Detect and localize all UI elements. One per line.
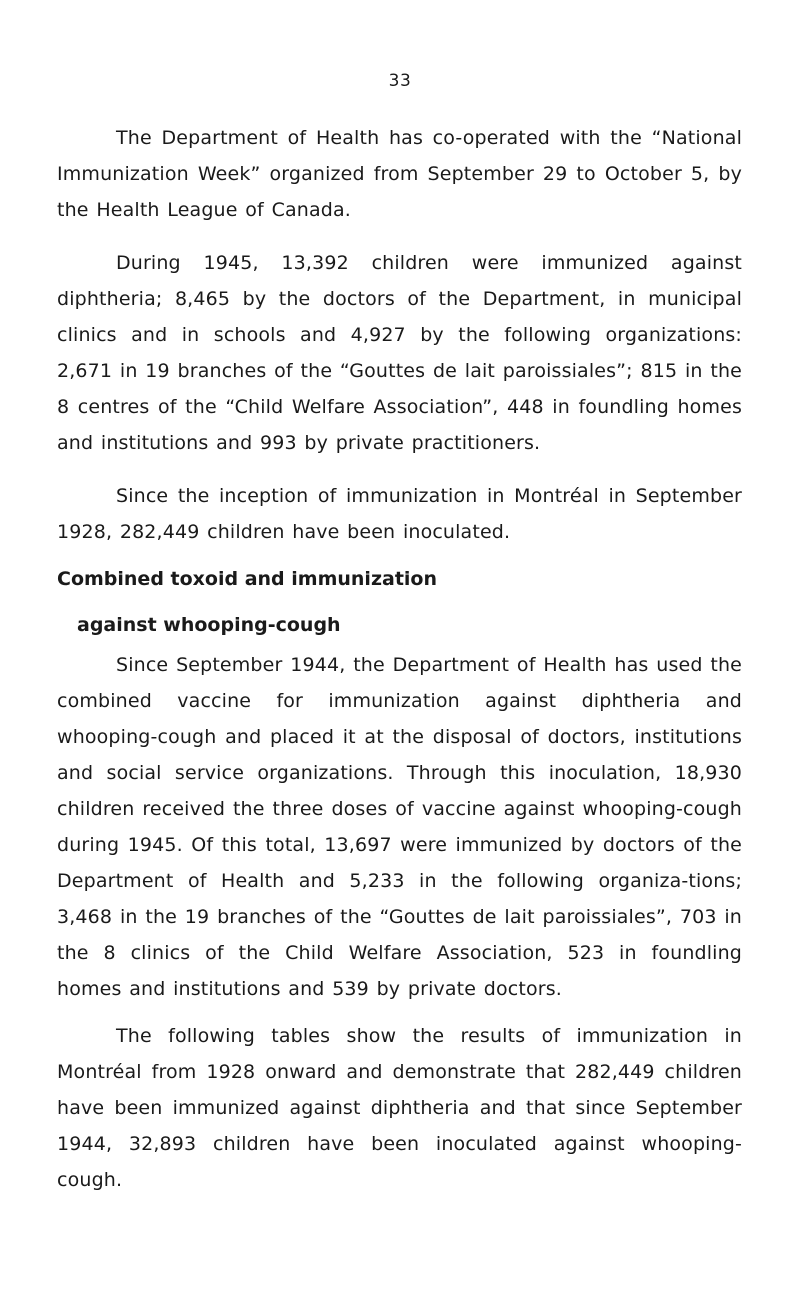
page-number: 33 [388,71,412,91]
paragraph-text: Since September 1944, the Department of Health has used the combined vaccine for immunization against diphtheria and whooping-cough and placed it at the disposal of doctors, institutions and social service organizations. Through this inoculation, 18,930 children received the three doses of vaccine against whooping-cough during 1945. Of this total, 13,697 were immunized by doctors of the Department of Health and 5,233 in the following organiza-tions; 3,468 in the 19 branches of the “Gouttes de lait paroissiales”, 703 in the 8 clinics of the Child Welfare Association, 523 in foundling homes and institutions and 539 by private doctors. [57,654,742,1000]
paragraph-inception-immunization [57,478,742,550]
paragraph-text: During 1945, 13,392 children were immunized against diphtheria; 8,465 by the doctors of the Department, in municipal clinics and in schools and 4,927 by the following organizations: 2,671 in 19 branches of the “Gouttes de lait paroissiales”; 815 in the 8 centres of the “Child Welfare Association”, 448 in foundling homes and institutions and 993 by private practitioners. [57,252,742,454]
paragraph-combined-vaccine [57,647,742,1007]
section-heading [57,556,657,648]
paragraph-following-tables [57,1018,742,1198]
paragraph-text: Since the inception of immunization in Montréal in September 1928, 282,449 children have been inoculated. [57,485,742,543]
section-heading-line-1: Combined toxoid and immunization [57,568,437,590]
paragraph-text: The following tables show the results of immunization in Montréal from 1928 onward and demonstrate that 282,449 children have been immunized against diphtheria and that since September 1944, 32,893 children have been inoculated against whooping-cough. [57,1025,742,1191]
paragraph-diphtheria-1945 [57,245,742,461]
section-heading-line-2: against whooping-cough [77,614,341,636]
paragraph-text: The Department of Health has co-operated with the “National Immunization Week” organized from September 29 to October 5, by the Health League of Canada. [57,127,742,221]
paragraph-national-immunization-week [57,120,742,228]
